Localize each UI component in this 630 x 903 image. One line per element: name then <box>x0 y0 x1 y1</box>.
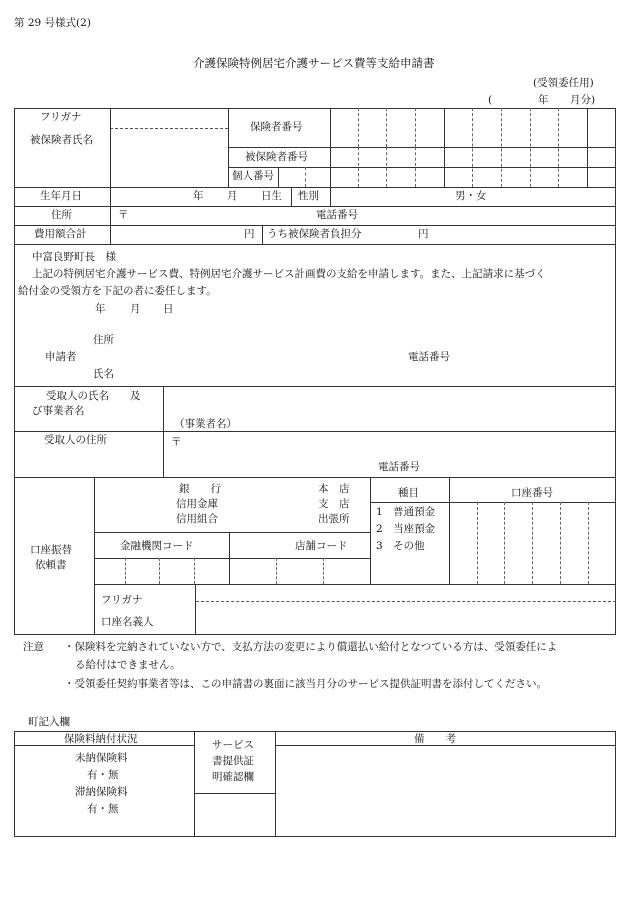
branch-code-label: 店舗コード <box>295 540 348 552</box>
applicant-phone-label: 電話番号 <box>408 351 450 363</box>
postal-mark: 〒 <box>118 209 129 221</box>
self-pay-label: うち被保険者負担分 <box>267 228 362 240</box>
insured-name-label: 被保険者氏名 <box>30 134 93 146</box>
birth-day-label: 日生 <box>261 190 282 202</box>
period-year-label: 年 <box>538 94 549 106</box>
bank-type-shinkin: 信用金庫 <box>176 498 218 510</box>
insured-number-label: 被保険者番号 <box>245 151 308 163</box>
unpaid-premium-label: 未納保険料 <box>75 752 128 764</box>
personal-number-label: 個人番号 <box>232 170 274 182</box>
applicant-name-label: 氏名 <box>93 368 114 380</box>
service-confirm-label-2: 書提供証 <box>212 755 254 767</box>
recipient-phone-label: 電話番号 <box>378 461 420 473</box>
applicant-label: 申請者 <box>45 351 77 363</box>
account-holder-label: 口座名義人 <box>101 616 154 628</box>
branch-type-office: 出張所 <box>318 513 350 525</box>
institution-code-label: 金融機関コード <box>120 540 194 552</box>
note-2: ・受領委任契約事業者等は、この申請書の裏面に該当月分のサービス提供証明書を添付してください。 <box>64 678 547 690</box>
form-number: 第 29 号様式(2) <box>14 17 91 29</box>
account-type-other: 3 その他 <box>376 540 425 552</box>
delinquent-premium-label: 滞納保険料 <box>75 786 128 798</box>
recipient-postal-mark: 〒 <box>171 436 182 448</box>
application-text-line1: 上記の特例居宅介護サービス費、特例居宅介護サービス計画費の支給を申請します。また、上記請求に基づく <box>32 268 546 280</box>
sex-options: 男・女 <box>455 190 487 202</box>
office-use-heading: 町記入欄 <box>28 716 70 728</box>
business-name-label: （事業者名） <box>174 418 237 430</box>
bank-type-bank: 銀 行 <box>179 483 221 495</box>
account-type-label: 種目 <box>398 487 419 499</box>
addressee: 中富良野町長 様 <box>32 251 116 263</box>
application-date-day: 日 <box>163 303 174 315</box>
note-1-line2: る給付はできません。 <box>75 659 181 671</box>
holder-furigana-label: フリガナ <box>101 594 143 606</box>
recipient-name-label-2: び事業者名 <box>32 405 85 417</box>
account-type-ordinary: 1 普通預金 <box>376 506 436 518</box>
service-confirm-label-1: サービス <box>212 739 254 751</box>
service-confirm-label-3: 明確認欄 <box>212 771 254 783</box>
form-title: 介護保険特例居宅介護サービス費等支給申請書 <box>193 56 435 70</box>
period-month-label: 月分) <box>570 94 596 106</box>
delegation-note: (受領委任用) <box>533 77 594 89</box>
delinquent-yes-no: 有・無 <box>87 803 119 815</box>
office-use-frame <box>14 731 616 837</box>
bank-section-label-2: 依頼書 <box>35 559 67 571</box>
self-pay-yen: 円 <box>418 228 429 240</box>
account-type-current: 2 当座預金 <box>376 523 436 535</box>
application-date-year: 年 <box>95 303 106 315</box>
application-date-month: 月 <box>130 303 141 315</box>
phone-label: 電話番号 <box>316 209 358 221</box>
birth-year-label: 年 <box>193 190 204 202</box>
notes-label: 注意 <box>23 641 44 653</box>
remarks-label: 備 考 <box>414 733 456 745</box>
note-1-line1: ・保険料を完納されていない方で、支払方法の変更により償還払い給付となつている方は、受領委任によ <box>64 641 558 653</box>
period-open: ( <box>488 94 493 106</box>
branch-type-main: 本 店 <box>318 483 350 495</box>
payment-status-label: 保険料納付状況 <box>64 733 138 745</box>
recipient-name-label-1: 受取人の氏名 及 <box>46 390 141 402</box>
account-number-label: 口座番号 <box>511 487 553 499</box>
applicant-address-label: 住所 <box>93 334 114 346</box>
birth-date-label: 生年月日 <box>40 190 82 202</box>
recipient-address-label: 受取人の住所 <box>44 434 107 446</box>
cost-total-label: 費用額合計 <box>34 228 87 240</box>
insured-name-field[interactable] <box>111 129 227 186</box>
address-label: 住所 <box>51 209 72 221</box>
bank-type-kumiai: 信用組合 <box>176 513 218 525</box>
birth-month-label: 月 <box>227 190 238 202</box>
cost-total-yen: 円 <box>244 228 255 240</box>
branch-type-branch: 支 店 <box>318 498 350 510</box>
application-text-line2: 給付金の受領方を下記の者に委任します。 <box>18 285 217 297</box>
furigana-label: フリガナ <box>40 111 82 123</box>
bank-section-label-1: 口座振替 <box>30 544 72 556</box>
sex-label: 性別 <box>298 190 319 202</box>
insurer-number-label: 保険者番号 <box>250 121 303 133</box>
unpaid-yes-no: 有・無 <box>87 769 119 781</box>
